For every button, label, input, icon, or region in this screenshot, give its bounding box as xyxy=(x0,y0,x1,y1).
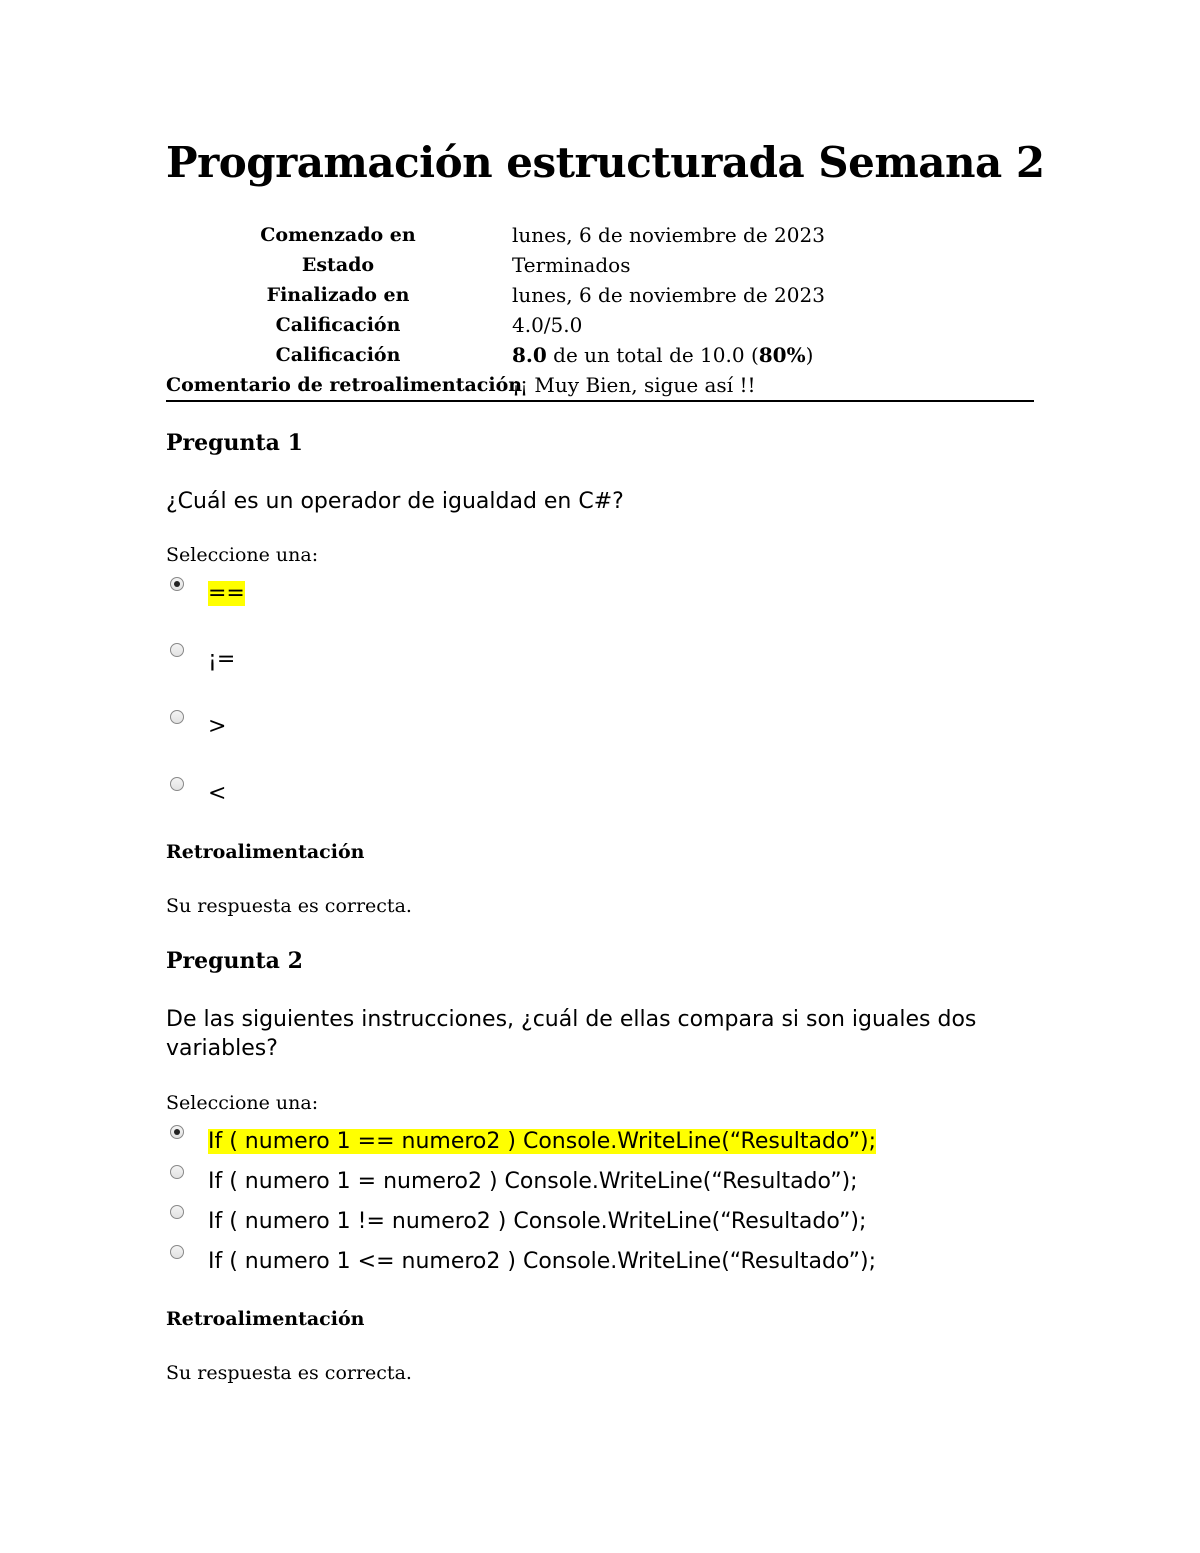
option-label: > xyxy=(208,714,227,739)
grade-percent: 80% xyxy=(758,343,806,367)
summary-row-started xyxy=(166,222,1034,252)
page-title: Programación estructurada Semana 2 xyxy=(166,138,1045,187)
question-1-feedback-title: Retroalimentación xyxy=(166,841,365,863)
question-1-option[interactable] xyxy=(166,710,1034,750)
question-1-option[interactable] xyxy=(166,643,1034,683)
question-2-option[interactable] xyxy=(166,1205,1034,1245)
attempt-summary xyxy=(166,222,1034,402)
radio-icon[interactable] xyxy=(170,643,184,657)
radio-checked-icon[interactable] xyxy=(170,1125,184,1139)
question-2-feedback-title: Retroalimentación xyxy=(166,1308,365,1330)
option-label: ¡= xyxy=(208,647,236,672)
radio-checked-icon[interactable] xyxy=(170,577,184,591)
option-label: If ( numero 1 != numero2 ) Console.WriteLine(“Resultado”); xyxy=(208,1209,867,1234)
option-label: If ( numero 1 == numero2 ) Console.WriteLine(“Resultado”); xyxy=(208,1129,877,1154)
summary-value: 4.0/5.0 xyxy=(512,313,583,337)
grade-end: ) xyxy=(805,343,814,367)
question-2-option[interactable] xyxy=(166,1245,1034,1285)
question-2-feedback-text: Su respuesta es correcta. xyxy=(166,1362,412,1384)
radio-icon[interactable] xyxy=(170,1245,184,1259)
summary-value: ¡¡ Muy Bien, sigue así !! xyxy=(512,373,756,397)
question-2-text: De las siguientes instrucciones, ¿cuál de ellas compara si son iguales dos variables? xyxy=(166,1007,977,1061)
question-2-title: Pregunta 2 xyxy=(166,948,303,974)
question-2-option[interactable] xyxy=(166,1125,1034,1165)
grade-score: 8.0 xyxy=(512,343,547,367)
summary-row-comment xyxy=(166,372,1034,402)
question-1-option[interactable] xyxy=(166,777,1034,817)
radio-icon[interactable] xyxy=(170,777,184,791)
summary-divider xyxy=(166,400,1034,402)
summary-value: lunes, 6 de noviembre de 2023 xyxy=(512,283,825,307)
radio-icon[interactable] xyxy=(170,1165,184,1179)
summary-value: Terminados xyxy=(512,253,631,277)
question-1-title: Pregunta 1 xyxy=(166,430,303,456)
summary-row-finished xyxy=(166,282,1034,312)
question-1-prompt: Seleccione una: xyxy=(166,544,319,566)
question-1-text: ¿Cuál es un operador de igualdad en C#? xyxy=(166,489,624,514)
option-label: < xyxy=(208,781,227,806)
summary-row-grade-total xyxy=(166,342,1034,372)
summary-label: Comenzado en xyxy=(260,224,416,246)
question-1-option[interactable] xyxy=(166,577,1034,617)
summary-value: lunes, 6 de noviembre de 2023 xyxy=(512,223,825,247)
summary-value xyxy=(512,343,813,367)
summary-label: Calificación xyxy=(275,314,401,336)
option-label: If ( numero 1 = numero2 ) Console.WriteLine(“Resultado”); xyxy=(208,1169,858,1194)
question-2-option[interactable] xyxy=(166,1165,1034,1205)
summary-row-state xyxy=(166,252,1034,282)
summary-row-grade xyxy=(166,312,1034,342)
summary-label: Finalizado en xyxy=(266,284,410,306)
radio-icon[interactable] xyxy=(170,710,184,724)
summary-label: Estado xyxy=(301,254,375,276)
question-1-feedback-text: Su respuesta es correcta. xyxy=(166,895,412,917)
option-label: == xyxy=(208,581,245,606)
summary-label: Calificación xyxy=(275,344,401,366)
summary-label: Comentario de retroalimentación xyxy=(166,374,523,396)
option-label: If ( numero 1 <= numero2 ) Console.WriteLine(“Resultado”); xyxy=(208,1249,877,1274)
question-2-prompt: Seleccione una: xyxy=(166,1092,319,1114)
grade-mid: de un total de 10.0 ( xyxy=(546,343,759,367)
radio-icon[interactable] xyxy=(170,1205,184,1219)
